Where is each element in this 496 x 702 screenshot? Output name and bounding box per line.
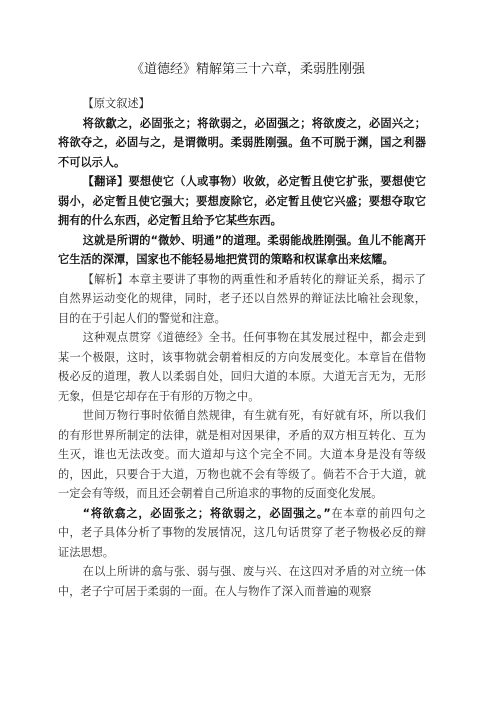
analysis-paragraph	[58, 270, 426, 329]
quoted-text: “将欲翕之，必固张之；将欲弱之，必固强之。”	[82, 506, 331, 520]
original-text-label: 【原文叙述】	[82, 97, 150, 110]
translation-text: 要想使它（人或事物）收敛，必定暂且使它扩张，要想使它弱小，必定暂且使它强大；要想废除它，必定暂且使它兴盛；要想夺取它拥有的什么东西，必定暂且给予它某些东西。	[58, 175, 426, 227]
document-title: 《道德经》精解第三十六章，柔弱胜刚强	[130, 62, 365, 77]
body-paragraph-4: 这种观点贯穿《道德经》全书。任何事物在其发展过程中，都会走到某一个极限，这时，该事物就会朝着相反的方向发展变化。本章旨在借物极必反的道理，教人以柔弱自处，回归大道的本原。大道无言无为，无形无象，但是它却存在于有形的万物之中。	[58, 331, 426, 403]
body-paragraph-6-rest: 在本章的前四句之中，老子具体分析了事物的发展情况，这几句话贯穿了老子物极必反的辩证法思想。	[58, 506, 426, 559]
body-paragraph-6	[58, 504, 426, 563]
original-text-paragraph: 将欲歙之，必固张之；将欲弱之，必固强之；将欲废之，必固兴之；将欲夺之，必固与之，是谓微明。柔弱胜刚强。鱼不可脱于渊，国之利器不可以示人。	[58, 116, 426, 169]
body-paragraph-5: 世间万物行事时依循自然规律，有生就有死，有好就有坏，所以我们的有形世界所制定的法律，就是相对因果律，矛盾的双方相互转化、互为生灭，谁也无法改变。而大道却与这个完全不同。大道本身是没有等级的，因此，只要合于大道，万物也就不会有等级了。倘若不合于大道，就一定会有等级，而且还会朝着自己所追求的事物的反面变化发展。	[58, 409, 426, 500]
analysis-label: 【解析】	[82, 272, 129, 286]
document-body	[58, 94, 426, 694]
analysis-text: 本章主要讲了事物的两重性和矛盾转化的辩证关系，揭示了自然界运动变化的规律，同时，老子还以自然界的辩证法比喻社会现象，目的在于引起人们的警觉和注意。	[58, 272, 426, 325]
translation-label: 【翻译】	[82, 175, 129, 188]
translation-paragraph	[58, 172, 426, 231]
translation-paragraph-2: 这就是所谓的“微妙、明通”的道理。柔弱能战胜刚强。鱼儿不能离开它生活的深潭，国家也不能轻易地把赏罚的策略和权谋拿出来炫耀。	[58, 233, 426, 266]
body-paragraph-7: 在以上所讲的翕与张、弱与强、废与兴、在这四对矛盾的对立统一体中，老子宁可居于柔弱的一面。在人与物作了深入而普遍的观察	[58, 565, 426, 598]
